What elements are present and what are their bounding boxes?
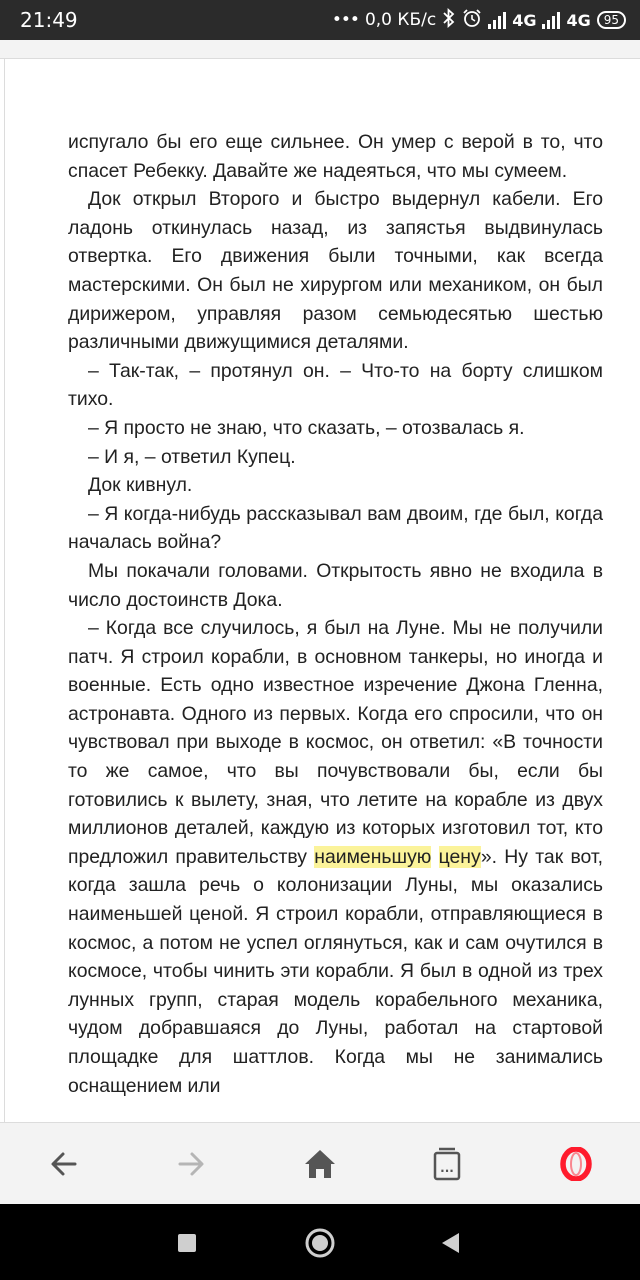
signal-icon <box>488 11 506 29</box>
tabs-label: ... <box>440 1161 454 1175</box>
status-indicators <box>332 7 626 33</box>
paragraph-6: Док кивнул. <box>88 474 193 497</box>
home-icon <box>303 1148 337 1180</box>
status-time: 21:49 <box>20 8 78 32</box>
tabs-button[interactable] <box>424 1141 470 1187</box>
signal-icon-2 <box>542 11 560 29</box>
page-top-border <box>0 58 640 59</box>
paragraph-2: Док открыл Второго и быстро выдернул кабели. Его ладонь откинулась назад, из запястья выдвинулась отвертка. Его движения были точными, как всегда мастерскими. Он был не хирургом или механиком, он был дирижером, управляя разом семьюдесятью шестью различными движущимися деталями. <box>68 188 603 354</box>
system-home-button[interactable] <box>300 1223 340 1263</box>
paragraph-9-end: ». Ну так вот, когда зашла речь о колонизации Луны, мы оказались наименьшей ценой. Я строил корабли, отправляющиеся в космос, а потом не успел оглянуться, как и сам очутился в космосе, чтобы чинить эти корабли. Я был в одной из трех лунных групп, старая модель корабельного механика, чудом добравшаяся до Луны, работал на стартовой площадке для шаттлов. Когда мы не занимались оснащением или <box>68 845 604 1097</box>
paragraph-8: Мы покачали головами. Открытость явно не входила в число достоинств Дока. <box>68 559 603 611</box>
paragraph-7: – Я когда-нибудь рассказывал вам двоим, где был, когда началась война? <box>68 502 603 554</box>
recents-icon <box>177 1233 197 1253</box>
home-circle-icon <box>304 1227 336 1259</box>
paragraph-4: – Я просто не знаю, что сказать, – отозвалась я. <box>88 416 525 439</box>
home-button[interactable] <box>297 1141 343 1187</box>
paragraph-5: – И я, – ответил Купец. <box>88 445 296 468</box>
battery-icon: 95 <box>597 11 626 29</box>
reader-text <box>68 128 603 1100</box>
back-button[interactable] <box>41 1141 87 1187</box>
back-triangle-icon <box>439 1231 461 1255</box>
network-speed: 0,0 КБ/с <box>364 10 437 30</box>
forward-button[interactable] <box>168 1141 214 1187</box>
recents-button[interactable] <box>167 1223 207 1263</box>
forward-icon <box>176 1149 206 1179</box>
page-top-strip <box>0 40 640 58</box>
tabs-icon <box>432 1147 462 1181</box>
system-nav-bar <box>0 1204 640 1280</box>
highlighted-word-2[interactable]: цену <box>438 845 481 868</box>
opera-menu-button[interactable] <box>553 1141 599 1187</box>
alarm-icon <box>462 8 482 33</box>
paragraph-9-start: – Когда все случилось, я был на Луне. Мы не получили патч. Я строил корабли, в основном танкеры, но иногда и военные. Есть одно известное изречение Джона Гленна, астронавта. Одного из первых. Когда его спросили, что он чувствовал при выходе в космос, он ответил: «В точности то же самое, что вы почувствовали бы, если бы готовились к вылету, зная, что летите на корабле из двух миллионов деталей, каждую из которых изготовил тот, кто предложил правительству <box>68 617 603 868</box>
system-back-button[interactable] <box>430 1223 470 1263</box>
back-icon <box>49 1149 79 1179</box>
bluetooth-icon <box>442 8 456 33</box>
opera-menu-icon <box>559 1147 593 1181</box>
browser-nav-bar <box>0 1123 640 1204</box>
highlighted-word-1[interactable]: наименьшую <box>314 845 432 868</box>
page-left-border <box>4 58 5 1122</box>
status-bar <box>0 0 640 40</box>
network-type-2: 4G <box>566 10 591 30</box>
network-type-1: 4G <box>512 10 537 30</box>
paragraph-1: испугало бы его еще сильнее. Он умер с верой в то, что спасет Ребекку. Давайте же надеяться, что мы сумеем. <box>68 131 603 182</box>
paragraph-9 <box>68 614 603 1100</box>
paragraph-3: – Так-так, – протянул он. – Что-то на борту слишком тихо. <box>68 359 603 411</box>
notification-dots-icon: ••• <box>331 10 359 30</box>
